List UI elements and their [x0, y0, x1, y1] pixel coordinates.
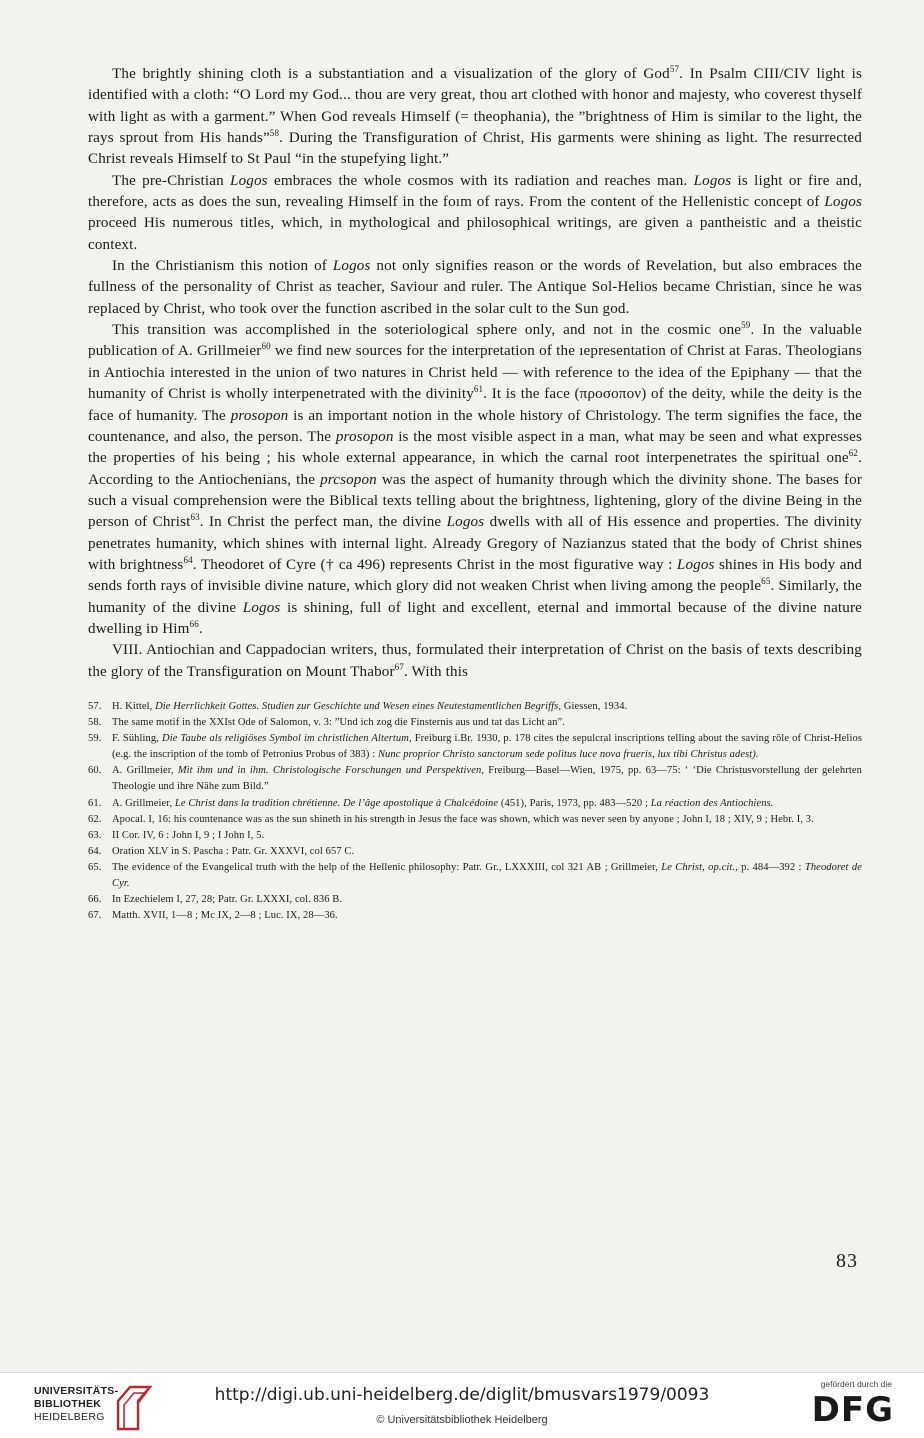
- digitization-footer: [0, 1372, 924, 1438]
- footnote-ref-58[interactable]: 58: [269, 128, 280, 139]
- page-text: [88, 64, 862, 924]
- footnote-ref-62[interactable]: 62: [848, 448, 859, 459]
- footnote-59: 59. F. Sühling, Die Taube als religiöses Symbol im christlichen Altertum, Freiburg i.Br. 1930, p. 178 cites the sepulcral inscriptions telling about the saving rôle of Christ-Helios (e.g. the inscription of the tomb of Petronius Probus of 383) : Nunc proprior Christo sanctorum sede politus luce nova frueris, lux tibi Christus adest).: [88, 733, 863, 761]
- footnote-58: 58. The same motif in the XXIst Ode of Salomon, v. 3: ”Und ich zog die Finsternis aus und tat das Licht an”.: [88, 717, 565, 729]
- footnote-ref-59[interactable]: 59: [741, 320, 751, 331]
- page-number: 83: [836, 1250, 858, 1272]
- footnote-60: 60. A. Grillmeier, Mit ihm und in ihm. Christologische Forschungen und Perspektiven, Freiburg—Basel—Wien, 1975, pp. 63—75: ‘ ‘Die Christusvorstellung der gelehrten Theologie und ihre Nähe zum Bild.”: [88, 765, 862, 793]
- logo-line-2: BIBLIOTHEK: [34, 1398, 102, 1410]
- footnote-63: 63. II Cor. IV, 6 : John I, 9 ; I John I, 5.: [88, 829, 265, 841]
- funding-note: gefördert durch die: [820, 1379, 892, 1389]
- logo-line-3: HEIDELBERG: [34, 1411, 105, 1423]
- footnote-64: 64. Oration XLV in S. Pascha : Patr. Gr. XXXVI, col 657 C.: [88, 845, 355, 857]
- footnote-ref-66[interactable]: 66: [189, 618, 199, 629]
- university-library-logo[interactable]: [34, 1381, 169, 1431]
- paragraph-3: In the Christianism this notion of Logos not only signifies reason or the words of Revelation, but also embraces the fullness of the personality of Christ as teacher, Saviour and ruler. The Antique Sol-Helios became Christian, since he was replaced by Christ, who took over the function ascribed in the solar cult to the Sun god.: [88, 258, 862, 317]
- library-emblem-icon: [112, 1381, 156, 1431]
- footnote-57: 57. H. Kittel, Die Herrlichkeit Gottes. Studien zur Geschichte und Wesen eines Neutestamentlichen Begriffs, Giessen, 1934.: [88, 700, 628, 712]
- footnote-61: 61. A. Grillmeier, Le Christ dans la tradition chrétienne. De l’âge apostolique à Chalcédoine (451), Paris, 1973, pp. 483—520 ; La réaction des Antiochiens.: [88, 797, 774, 809]
- footnote-ref-60[interactable]: 60: [261, 341, 271, 352]
- footnote-ref-65[interactable]: 65: [761, 576, 771, 587]
- source-url-link[interactable]: http://digi.ub.uni-heidelberg.de/diglit/bmusvars1979/0093: [214, 1385, 710, 1405]
- footnote-65: 65. The evidence of the Evangelical truth with the help of the Hellenic philosophy: Patr. Gr., LXXXIII, col 321 AB ; Grillmeier, Le Christ, op.cit., p. 484—392 : Theodoret de Cyr.: [88, 861, 862, 889]
- footnote-ref-57[interactable]: 57: [669, 64, 680, 74]
- footnote-ref-64[interactable]: 64: [183, 554, 193, 565]
- footnote-67: 67. Matth. XVII, 1—8 ; Mc IX, 2—8 ; Luc. IX, 28—36.: [88, 910, 338, 922]
- footnote-ref-63[interactable]: 63: [190, 512, 200, 523]
- footnote-66: 66. In Ezechielem I, 27, 28; Patr. Gr. LXXXI, col. 836 B.: [88, 894, 343, 906]
- paragraph-2: The pre-Christian Logos embraces the whole cosmos with its radiation and reaches man. Logos is light or fire and, therefore, acts as does the sun, revealing Himself in the foım of rays. From the content of the Hellenistic concept of Logos proceed His numerous titles, which, in mythological and philosophical writings, are given a pantheistic and a theistic context.: [88, 172, 862, 253]
- logo-line-1: UNIVERSITÄTS-: [34, 1385, 119, 1397]
- footnotes: [88, 699, 862, 924]
- footnote-ref-67[interactable]: 67: [394, 661, 404, 672]
- footnote-ref-61[interactable]: 61: [473, 384, 484, 395]
- paragraph-5: VIII. Antiochian and Cappadocian writers, thus, formulated their interpretation of Christ on the basis of texts describing the glory of the Transfiguration on Mount Thabor$^{67}$. With this: [88, 642, 862, 680]
- dfg-logo[interactable]: DFG: [811, 1390, 894, 1430]
- paragraph-1: The brightly shining cloth is a substantiation and a visualization of the glory of God$^{57}$. In Psalm CIII/CIV light is identified with a cloth: “O Lord my God... thou are very great, thou art clothed with honor and majesty, who coverest thyself with light as with a garment.” When God reveals Himself (= theophania), the ”brightness of Him is similar to the light, the rays sprout from His hands”$^{58}$. During the Transfiguration of Christ, His garments were shining as light. The resurrected Christ reveals Himself to St Paul “in the stupefying light.”: [88, 64, 862, 168]
- paragraph-4: This transition was accomplished in the soteriological sphere only, and not in the cosmic one$^{59}$. In the valuable publication of A. Grillmeier$^{60}$ we find new sources for the interpretation of the ıepresentation of Christ at Faras. Theologians in Antiochia interested in the union of two natures in Christ held — with reference to the idea of the Epiphany — that the humanity of Christ is wholly interpenetrated with the divinity$^{61}$. It is the face (προσοπον) of the deity, while the deity is the face of humanity. The prosopon is an important notion in the whole history of Christology. The term signifies the face, the countenance, and also, the person. The prosopon is the most visible aspect in a man, what may be seen and what expresses the properties of his being ; his whole external appearance, in which the carnal root interpenetrates the spiritual one$^{62}$. According to the Antiochenians, the prcsopon was the aspect of humanity through which the divinity shone. The bases for such a visual comprehension were the Biblical texts telling about the brightness, lightening, glory of the divine Being in the person of Christ$^{63}$. In Christ the perfect man, the divine Logos dwells with all of His essence and properties. The divinity penetrates humanity, which shines with internal light. Already Gregory of Nazianzus stated that the body of Christ shines with brightness$^{64}$. Theodoret of Cyre († ca 496) represents Christ in the most figurative way : Logos shines in His body and sends forth rays of invisible divine nature, which glory did not weaken Christ when living among the people$^{65}$. Similarly, the humanity of the divine Logos is shining, full of light and excellent, eternal and immortal because of the divine nature dwelling iɒ Him$^{66}$.: [88, 320, 863, 637]
- copyright-notice: © Universitätsbibliothek Heidelberg: [376, 1414, 548, 1426]
- university-library-name: [34, 1385, 118, 1424]
- footnote-62: 62. Apocal. I, 16: his countenance was as the sun shineth in his strength in Jesus the face was shown, which was never seen by anyone ; John I, 18 ; XIV, 9 ; Hebr. I, 3.: [88, 813, 814, 825]
